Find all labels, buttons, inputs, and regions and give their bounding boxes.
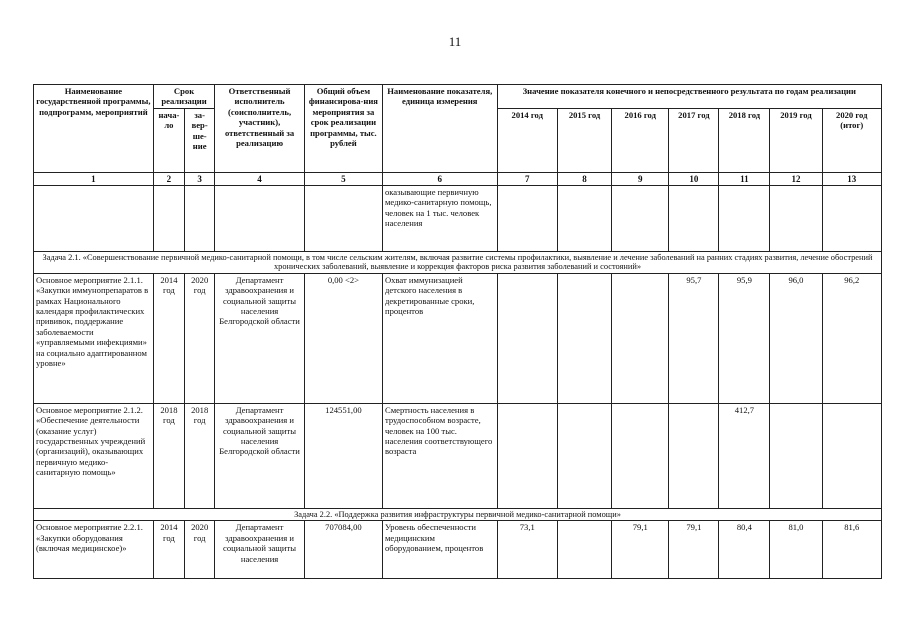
value-2016: 79,1: [612, 521, 669, 579]
value-2020: 96,2: [822, 273, 882, 403]
table-row: [34, 273, 882, 403]
column-number: 7: [497, 172, 557, 185]
value-2017: 95,7: [669, 273, 719, 403]
measure-name: Основное мероприятие 2.1.2. «Обеспечение деятельности (оказание услуг) государственных учреждений (организаций), оказывающих первичную медико-санитарную помощь»: [34, 403, 154, 508]
task-row: [34, 251, 882, 273]
column-number: 8: [557, 172, 611, 185]
value-2015: [557, 273, 611, 403]
value-2018: 95,9: [719, 273, 770, 403]
value-2015: [557, 521, 611, 579]
program-table: [33, 84, 882, 579]
header-year: 2015 год: [557, 108, 611, 172]
column-numbers-row: [34, 172, 882, 185]
table-row: [34, 521, 882, 579]
column-number: 11: [719, 172, 770, 185]
value-2019: 81,0: [770, 521, 822, 579]
measure-funding: 0,00 <2>: [304, 273, 382, 403]
measure-indicator: Уровень обеспеченности медицинским оборудованием, процентов: [382, 521, 497, 579]
value-2016: [612, 403, 669, 508]
column-number: 4: [215, 172, 305, 185]
value-2019: [770, 403, 822, 508]
measure-indicator: Охват иммунизацией детского населения в декретированные сроки, процентов: [382, 273, 497, 403]
column-number: 1: [34, 172, 154, 185]
value-2020: 81,6: [822, 521, 882, 579]
measure-end: 2020 год: [185, 521, 215, 579]
value-2016: [612, 273, 669, 403]
column-number: 10: [669, 172, 719, 185]
measure-responsible: Департамент здравоохранения и социальной защиты населения: [215, 521, 305, 579]
measure-responsible: Департамент здравоохранения и социальной защиты населения Белгородской области: [215, 403, 305, 508]
header-term: Срок реализации: [153, 85, 214, 109]
header-indicator: Наименование показателя, единица измерения: [382, 85, 497, 173]
measure-end: 2018 год: [185, 403, 215, 508]
header-responsible: Ответственный исполнитель (соисполнитель, участник), ответственный за реализацию: [215, 85, 305, 173]
header-year: 2017 год: [669, 108, 719, 172]
value-2014: 73,1: [497, 521, 557, 579]
header-year: 2019 год: [770, 108, 822, 172]
column-number: 12: [770, 172, 822, 185]
column-number: 3: [185, 172, 215, 185]
task-2-1-title: Задача 2.1. «Совершенствование первичной медико-санитарной помощи, в том числе сельским жителям, включая развитие системы профилактики, выявление и лечение заболеваний на ранних стадиях развития, лечение обострений хронических заболеваний, выявление и коррекция факторов риска развития заболеваний и состояний»: [34, 251, 882, 273]
column-number: 2: [153, 172, 184, 185]
measure-end: 2020 год: [185, 273, 215, 403]
value-2014: [497, 273, 557, 403]
table-row: [34, 403, 882, 508]
column-number: 13: [822, 172, 882, 185]
measure-responsible: Департамент здравоохранения и социальной защиты населения Белгородской области: [215, 273, 305, 403]
measure-start: 2018 год: [153, 403, 184, 508]
header-year: 2016 год: [612, 108, 669, 172]
header-year: 2018 год: [719, 108, 770, 172]
header-name: Наименование государственной программы, подпрограмм, мероприятий: [34, 85, 154, 173]
value-2018: 80,4: [719, 521, 770, 579]
page-number: 11: [448, 34, 462, 49]
header-funding: Общий объем финансирова-ния мероприятия за срок реализации программы, тыс. рублей: [304, 85, 382, 173]
measure-funding: 707084,00: [304, 521, 382, 579]
column-number: 5: [304, 172, 382, 185]
value-2017: [669, 403, 719, 508]
value-2015: [557, 403, 611, 508]
column-number: 9: [612, 172, 669, 185]
header-year: 2014 год: [497, 108, 557, 172]
measure-name: Основное мероприятие 2.1.1. «Закупки иммунопрепаратов в рамках Национального календаря профилактических прививок, поддержание заболеваемости «управляемыми инфекциями» на социально адаптированном уровне»: [34, 273, 154, 403]
task-row: [34, 508, 882, 521]
header-end: за-вер-ше-ние: [185, 108, 215, 172]
header-row: [34, 85, 882, 109]
measure-name: Основное мероприятие 2.2.1. «Закупки оборудования (включая медицинское)»: [34, 521, 154, 579]
measure-start: 2014 год: [153, 273, 184, 403]
measure-funding: 124551,00: [304, 403, 382, 508]
value-2014: [497, 403, 557, 508]
value-2019: 96,0: [770, 273, 822, 403]
task-2-2-title: Задача 2.2. «Поддержка развития инфраструктуры первичной медико-санитарной помощи»: [34, 508, 882, 521]
measure-indicator: Смертность населения в трудоспособном возрасте, человек на 100 тыс. населения соответствующего возраста: [382, 403, 497, 508]
continuation-indicator: оказывающие первичную медико-санитарную помощь, человек на 1 тыс. человек населения: [382, 185, 497, 251]
value-2018: 412,7: [719, 403, 770, 508]
continuation-row: [34, 185, 882, 251]
column-number: 6: [382, 172, 497, 185]
header-year: 2020 год (итог): [822, 108, 882, 172]
value-2020: [822, 403, 882, 508]
header-start: нача-ло: [153, 108, 184, 172]
measure-start: 2014 год: [153, 521, 184, 579]
header-values: Значение показателя конечного и непосредственного результата по годам реализации: [497, 85, 881, 109]
value-2017: 79,1: [669, 521, 719, 579]
